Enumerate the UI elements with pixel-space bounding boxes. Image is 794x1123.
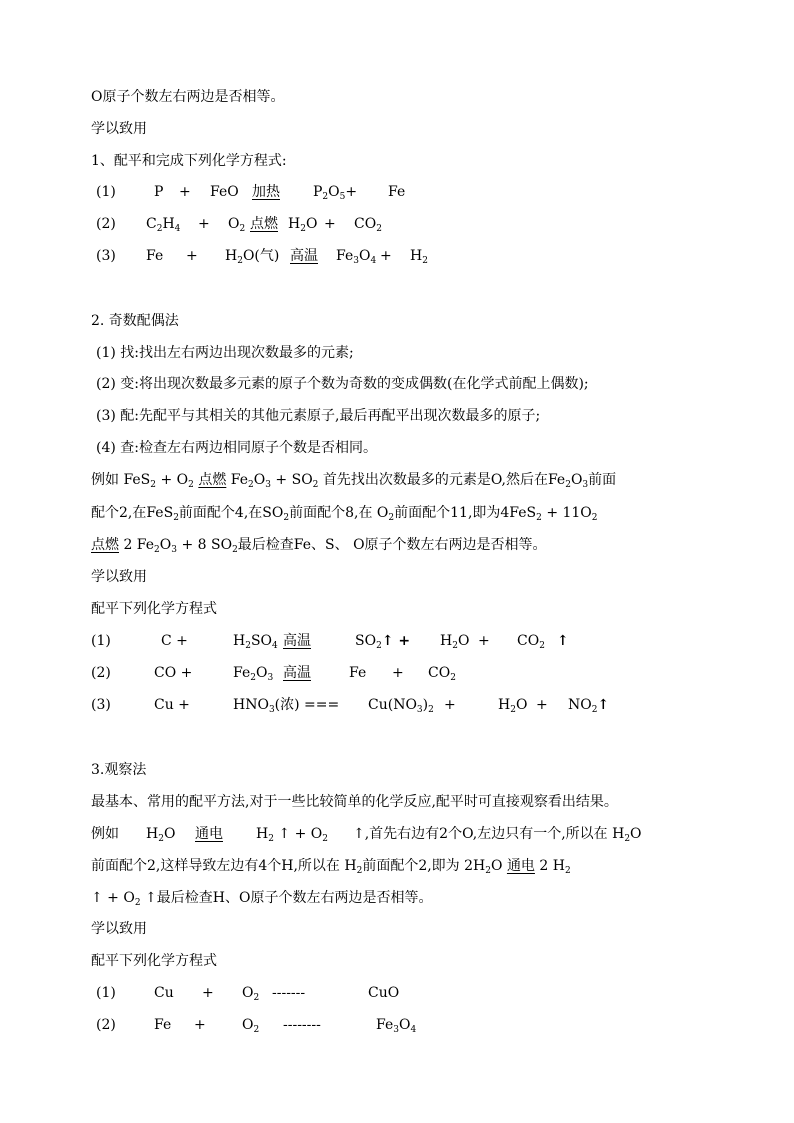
example-line: 前面配个2,这样导致左边有4个H,所以在 $H_2$前面配个2,即为 $2H_2O$ 通电 2 $H_2$ [91,858,571,876]
section-heading: 学以致用 [91,921,147,937]
reaction-condition: 通电 [195,826,223,842]
step-item: (3) 配:先配平与其相关的其他元素原子,最后再配平出现次数最多的原子; [96,408,541,424]
reaction-condition: 点燃 [250,216,278,232]
document-page: O原子个数左右两边是否相等。 学以致用 1、配平和完成下列化学方程式: (1) P + FeO 加热 $P_2O_5+$ Fe (2) $C_2H_4$ + $O_2$ 点燃 $H_2O$ + $CO_2$ (3) Fe + $H_2O$(气) 高温 $Fe_3O_4$ + $H_2$ 2. 奇数配偶法 (1) 找:找出左右两边出现次数最多的元素; (2) 变:将出现次数最多元素的原子个数为奇数的变成偶数(在化学式前配上偶数); (3) 配:先配平与其相关的其他元素原子,最后再配平出现次数最多的原子; (4) 查:检查左右两边相同原子个数是否相同。 例如 $FeS_2 + O_2$ 点燃 $Fe_2O_3 + SO_2$ 首先找出次数最多的元素是O,然后在$Fe_2O_3$前面 配个2,在FeS$_2$前面配个4,在$SO_2$前面配个8,在 $O_2$前面配个11,即为$4FeS_2 + 11O_2$ 点燃 2 $Fe_2O_3 + 8$ $SO_2$最后检查Fe、S、 O原子个数左右两边是否相等。 学以致用 配平下列化学方程式 (1) C + $H_2SO_4$ 高温 $SO_2↑$ + $H_2O$ + $CO_2$ ↑ (2) CO + $Fe_2O_3$ 高温 Fe + $CO_2$ (3) Cu + $HNO_3$(浓) === $Cu(NO_3)_2$ + $H_2O$ + $NO_2↑$ 3.观察法 最基本、常用的配平方法,对于一些比较简单的化学反应,配平时可直接观察看出结果。 例如 $H_2O$ 通电 $H_2$ ↑ + $O_2$ ↑,首先右边有2个O,左边只有一个,所以在 $H_2O$ 前面配个2,这样导致左边有4个H,所以在 $H_2$前面配个2,即为 $2H_2O$ 通电 2 $H_2$ ↑ + $O_2$ ↑最后检查H、O原子个数左右两边是否相等。 学以致用 配平下列化学方程式 (1) Cu + $O_2$ ------- CuO (2) Fe + $O_2$ -------- $Fe_3O_4$ [91,89,642,1035]
reaction-condition: 点燃 [198,472,227,488]
section-heading: 2. 奇数配偶法 [91,313,179,329]
reaction-condition: 高温 [283,633,311,649]
reaction-condition: 加热 [252,184,280,200]
step-item: (2) 变:将出现次数最多元素的原子个数为奇数的变成偶数(在化学式前配上偶数); [96,376,589,392]
step-item: (1) 找:找出左右两边出现次数最多的元素; [96,345,354,361]
reaction-condition: 通电 [506,858,535,874]
exercise-title: 配平下列化学方程式 [91,601,217,617]
section-heading: 3.观察法 [91,762,147,778]
exercise-title: 1、配平和完成下列化学方程式: [91,153,287,169]
example-line: 点燃 2 $Fe_2O_3 + 8$ $SO_2$最后检查Fe、S、 O原子个数左右两边是否相等。 [91,537,547,555]
reaction-condition: 高温 [290,248,318,264]
reaction-condition: 高温 [283,665,311,681]
example-line: 例如 $FeS_2 + O_2$ 点燃 $Fe_2O_3 + SO_2$ 首先找出次数最多的元素是O,然后在$Fe_2O_3$前面 [91,472,617,490]
text-line: 最基本、常用的配平方法,对于一些比较简单的化学反应,配平时可直接观察看出结果。 [91,794,618,810]
text-line: O原子个数左右两边是否相等。 [91,89,285,105]
section-heading: 学以致用 [91,121,147,137]
section-heading: 学以致用 [91,569,147,585]
exercise-title: 配平下列化学方程式 [91,953,217,969]
step-item: (4) 查:检查左右两边相同原子个数是否相同。 [96,440,377,456]
example-line: ↑ + $O_2$ ↑最后检查H、O原子个数左右两边是否相等。 [91,890,433,908]
example-line: 配个2,在FeS$_2$前面配个4,在$SO_2$前面配个8,在 $O_2$前面配个11,即为$4FeS_2 + 11O_2$ [91,505,598,523]
reaction-condition: 点燃 [91,537,119,553]
